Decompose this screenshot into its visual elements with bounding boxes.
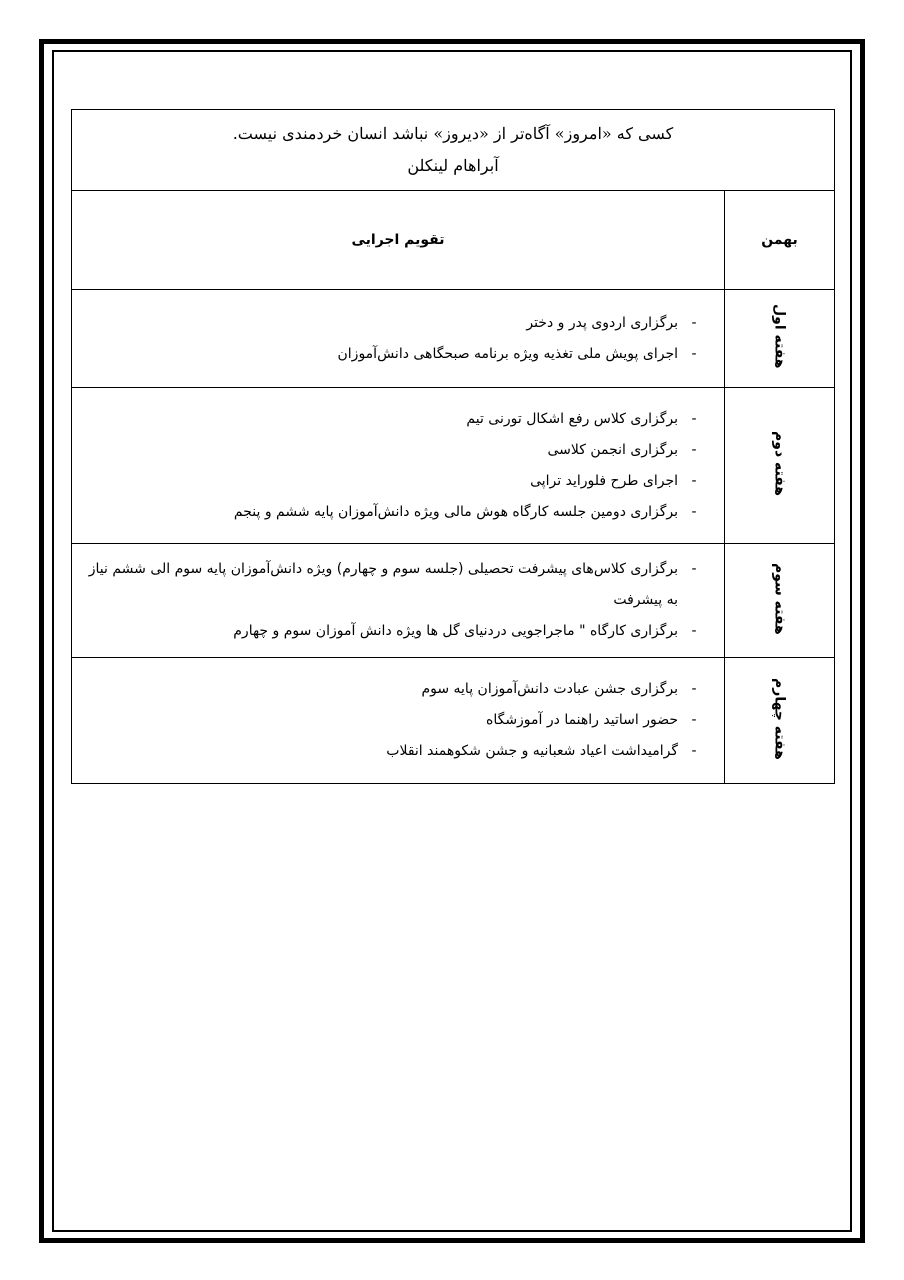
bullet-dash: - xyxy=(691,503,697,520)
bullet-dash: - xyxy=(691,561,697,577)
activity-text: برگزاری کلاس‌های پیشرفت تحصیلی (جلسه سوم و چهارم) ویژه دانش‌آموزان پایه سوم الی ششم نیاز به پیشرفت xyxy=(88,561,678,608)
list-item xyxy=(80,435,710,466)
activity-text: برگزاری کلاس رفع اشکال تورنی تیم xyxy=(466,410,678,427)
month-header: بهمن xyxy=(725,191,835,290)
list-item xyxy=(80,674,710,705)
activity-text: برگزاری انجمن کلاسی xyxy=(547,441,678,458)
week-cell xyxy=(725,388,835,544)
list-item xyxy=(80,616,710,647)
activity-text: اجرای طرح فلوراید تراپی xyxy=(530,472,678,489)
week-cell xyxy=(725,290,835,388)
quote-author: آبراهام لینکلن xyxy=(407,156,499,175)
activity-text: حضور اساتید راهنما در آموزشگاه xyxy=(485,712,678,728)
quote-row xyxy=(72,110,835,191)
activity-list xyxy=(80,308,710,370)
activity-text: برگزاری کارگاه " ماجراجویی دردنیای گل ها ویژه دانش آموزان سوم و چهارم xyxy=(233,623,678,639)
list-item xyxy=(80,339,710,370)
week-cell xyxy=(725,544,835,658)
bullet-dash: - xyxy=(691,743,697,759)
bullet-dash: - xyxy=(691,441,697,458)
list-item xyxy=(80,308,710,339)
schedule-heading: تقویم اجرایی xyxy=(72,191,725,290)
bullet-dash: - xyxy=(691,472,697,489)
week-label: هفته چهارم xyxy=(771,677,788,760)
header-row xyxy=(72,191,835,290)
activity-text: اجرای پویش ملی تغذیه ویژه برنامه صبحگاهی دانش‌آموزان xyxy=(337,345,678,362)
list-item xyxy=(80,705,710,736)
activity-text: برگزاری دومین جلسه کارگاه هوش مالی ویژه دانش‌آموزان پایه ششم و پنجم xyxy=(233,503,678,520)
bullet-dash: - xyxy=(691,345,697,362)
week-cell xyxy=(725,658,835,784)
week-items xyxy=(72,388,725,544)
week-items xyxy=(72,290,725,388)
week-row xyxy=(72,544,835,658)
week-items xyxy=(72,544,725,658)
activity-text: برگزاری جشن عبادت دانش‌آموزان پایه سوم xyxy=(421,681,678,697)
week-label: هفته سوم xyxy=(771,562,788,635)
quote-text: کسی که «امروز» آگاه‌تر از «دیروز» نباشد انسان خردمندی نیست. xyxy=(232,124,674,143)
schedule-table xyxy=(71,109,835,784)
quote-cell xyxy=(72,110,835,191)
week-label: هفته دوم xyxy=(771,430,788,496)
week-label: هفته اول xyxy=(771,304,788,369)
activity-list xyxy=(80,404,710,528)
week-items xyxy=(72,658,725,784)
bullet-dash: - xyxy=(691,681,697,697)
week-row xyxy=(72,658,835,784)
list-item xyxy=(80,554,710,616)
activity-list xyxy=(80,554,710,647)
bullet-dash: - xyxy=(691,623,697,639)
list-item xyxy=(80,736,710,767)
activity-text: گرامیداشت اعیاد شعبانیه و جشن شکوهمند انقلاب xyxy=(386,743,678,759)
list-item xyxy=(80,497,710,528)
activity-list xyxy=(80,674,710,767)
week-row xyxy=(72,290,835,388)
bullet-dash: - xyxy=(691,712,697,728)
list-item xyxy=(80,404,710,435)
activity-text: برگزاری اردوی پدر و دختر xyxy=(526,314,678,331)
bullet-dash: - xyxy=(691,410,697,427)
week-row xyxy=(72,388,835,544)
bullet-dash: - xyxy=(691,314,697,331)
list-item xyxy=(80,466,710,497)
